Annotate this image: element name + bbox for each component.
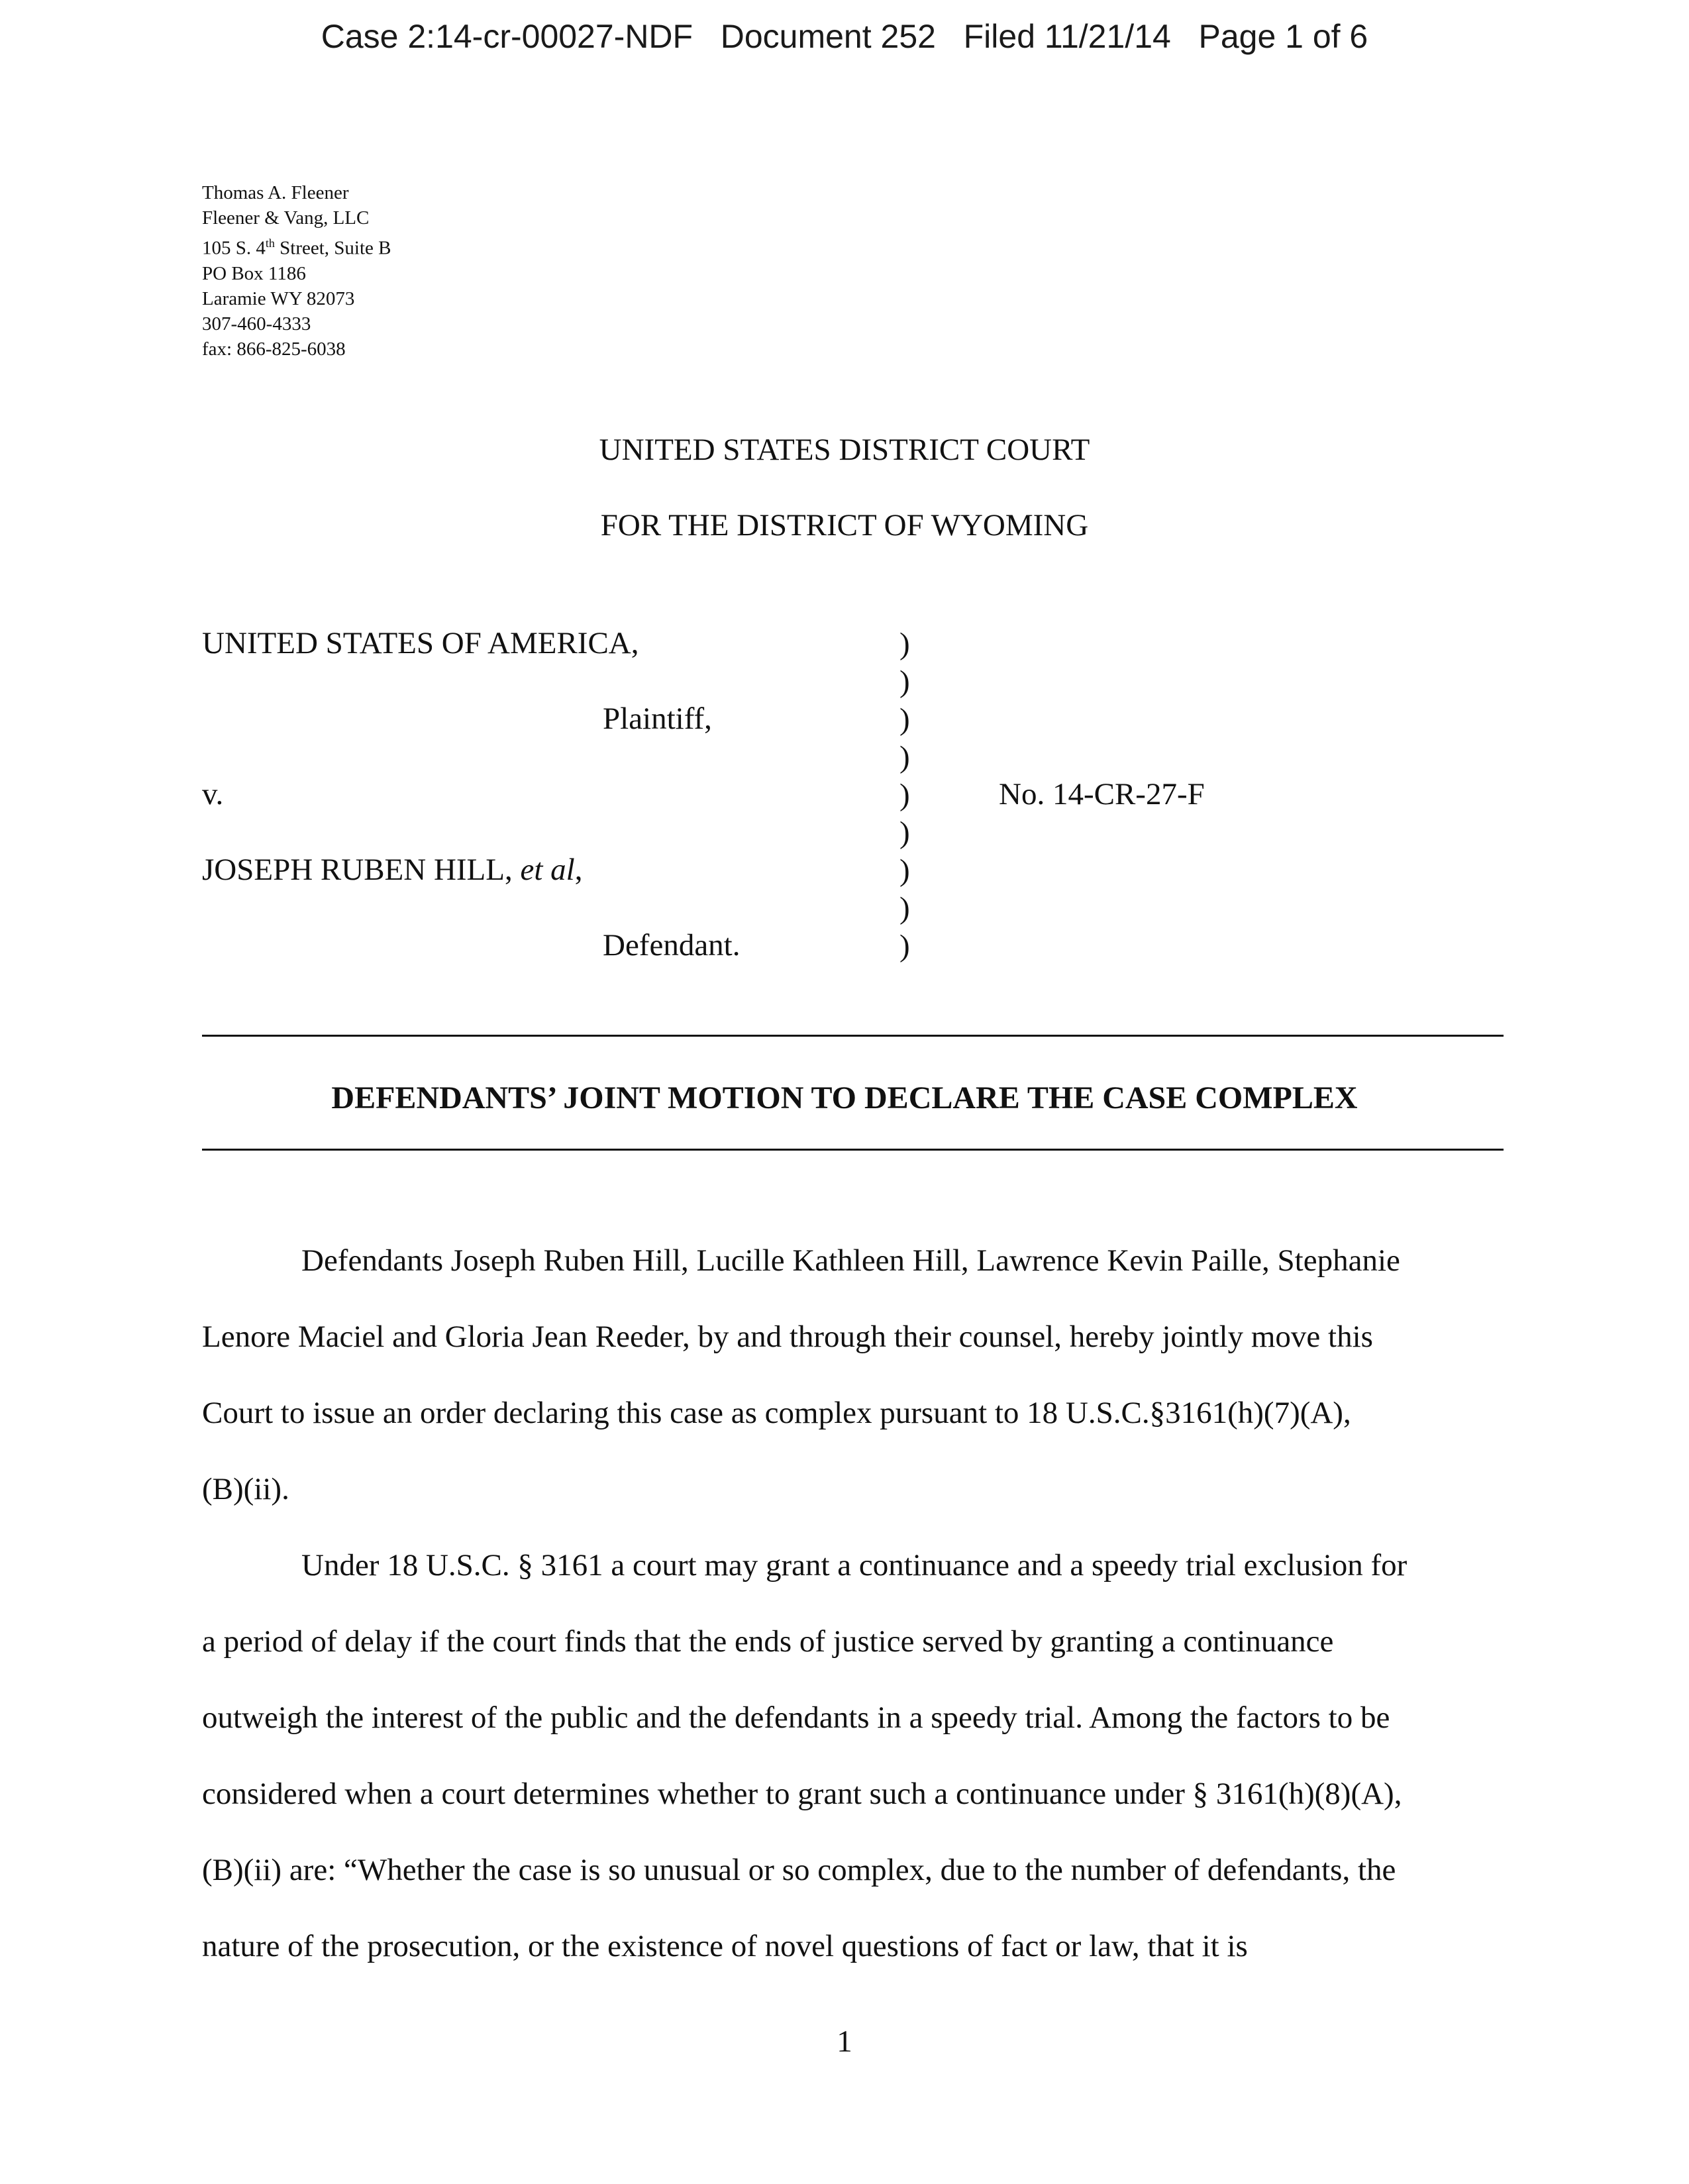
street-rest: Street, Suite B [274, 237, 391, 259]
attorney-phone: 307-460-4333 [202, 313, 311, 335]
caption-paren: ) [899, 778, 910, 812]
street-ordinal: th [265, 236, 275, 250]
plaintiff-name: UNITED STATES OF AMERICA, [202, 626, 639, 660]
attorney-block [202, 180, 391, 362]
court-name: UNITED STATES DISTRICT COURT [599, 433, 1090, 467]
motion-body [202, 1223, 1504, 1985]
body-line: (B)(ii) are: “Whether the case is so unusual or so complex, due to the number of defendants, the [202, 1853, 1396, 1887]
defendant-name-text: JOSEPH RUBEN HILL, [202, 853, 521, 887]
body-line: considered when a court determines whether to grant such a continuance under § 3161(h)(8)(A), [202, 1777, 1402, 1811]
body-line: Court to issue an order declaring this case as complex pursuant to 18 U.S.C.§3161(h)(7)(A), [202, 1396, 1351, 1430]
caption-paren-column [899, 625, 910, 965]
attorney-fax: fax: 866-825-6038 [202, 338, 346, 360]
caption-paren: ) [899, 702, 910, 737]
page-number: 1 [837, 2024, 852, 2059]
attorney-po-box: PO Box 1186 [202, 262, 306, 284]
body-line: outweigh the interest of the public and the defendants in a speedy trial. Among the factors to be [202, 1700, 1390, 1735]
court-district: FOR THE DISTRICT OF WYOMING [600, 508, 1089, 543]
title-top-rule [202, 1035, 1504, 1037]
body-line: nature of the prosecution, or the existence of novel questions of fact or law, that it is [202, 1929, 1248, 1963]
attorney-name: Thomas A. Fleener [202, 182, 349, 203]
defendant-name [202, 852, 582, 888]
caption-paren: ) [899, 815, 910, 850]
case-number: No. 14-CR-27-F [999, 777, 1205, 811]
caption-paren: ) [899, 929, 910, 963]
caption-paren: ) [899, 664, 910, 699]
defendant-etal: et al [520, 853, 575, 887]
filing-header-stamp: Case 2:14-cr-00027-NDF Document 252 Filed 11/21/14 Page 1 of 6 [321, 18, 1368, 55]
defendant-role: Defendant. [603, 928, 741, 962]
motion-title: DEFENDANTS’ JOINT MOTION TO DECLARE THE CASE COMPLEX [331, 1080, 1358, 1116]
body-line: Lenore Maciel and Gloria Jean Reeder, by and through their counsel, hereby jointly move this [202, 1320, 1373, 1354]
body-line: (B)(ii). [202, 1472, 289, 1506]
caption-paren: ) [899, 740, 910, 774]
body-line: Under 18 U.S.C. § 3161 a court may grant a continuance and a speedy trial exclusion for [301, 1548, 1408, 1583]
body-line: Defendants Joseph Ruben Hill, Lucille Kathleen Hill, Lawrence Kevin Paille, Stephanie [301, 1243, 1400, 1278]
title-bottom-rule [202, 1149, 1504, 1151]
attorney-city: Laramie WY 82073 [202, 287, 355, 309]
attorney-street [202, 231, 391, 261]
caption-paren: ) [899, 891, 910, 925]
defendant-comma: , [574, 853, 583, 887]
street-number: 105 S. 4 [202, 237, 266, 259]
attorney-firm: Fleener & Vang, LLC [202, 207, 370, 229]
body-line: a period of delay if the court finds that the ends of justice served by granting a continuance [202, 1624, 1334, 1659]
plaintiff-role: Plaintiff, [603, 702, 712, 736]
versus: v. [202, 777, 224, 811]
caption-paren: ) [899, 627, 910, 661]
caption-paren: ) [899, 853, 910, 888]
